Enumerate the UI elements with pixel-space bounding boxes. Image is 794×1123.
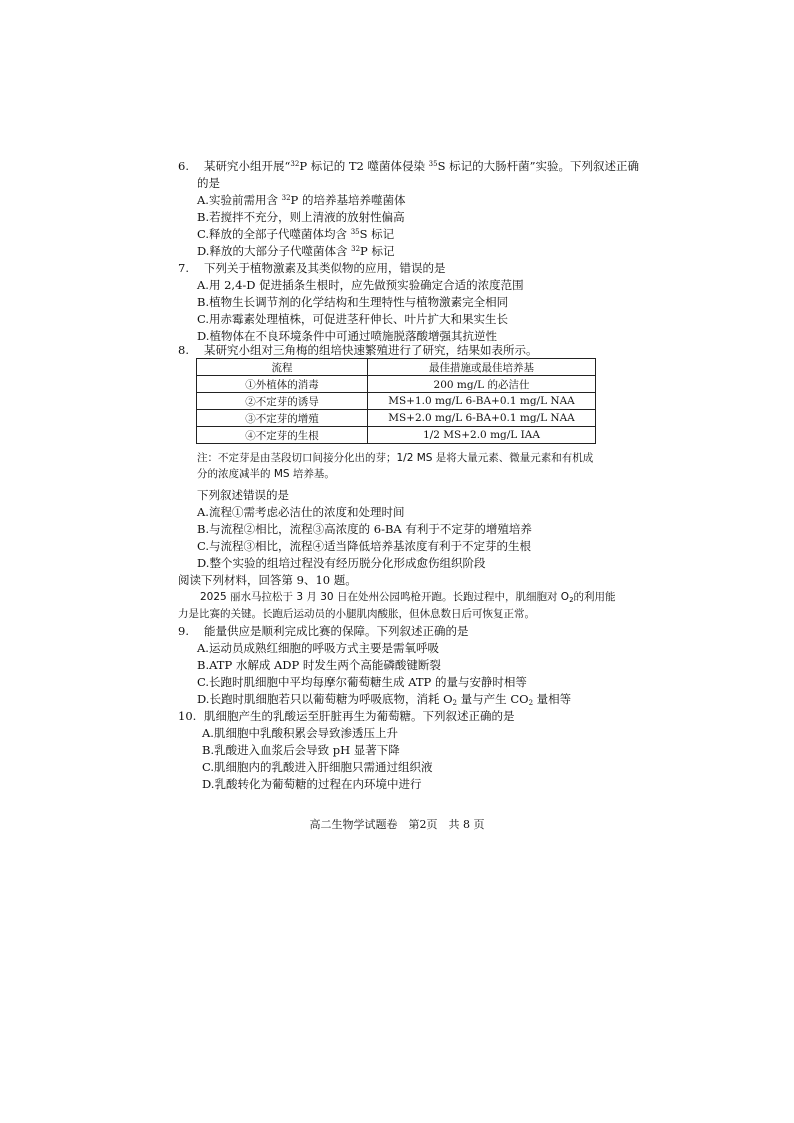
question-6-option-c: C.释放的全部子代噬菌体均含 $^{35}$S 标记	[197, 227, 395, 241]
question-8-option-d: D.整个实验的组培过程没有经历脱分化形成愈伤组织阶段	[197, 556, 486, 570]
question-8-option-a: A.流程①需考虑必洁仕的浓度和处理时间	[197, 505, 405, 519]
reading-intro: 阅读下列材料，回答第 9、10 题。	[178, 573, 357, 587]
question-6-stem-cont: 的是	[197, 176, 220, 190]
table-note-line-2: 分的浓度减半的 MS 培养基。	[197, 468, 335, 480]
table-cell: ①外植体的消毒	[197, 376, 368, 393]
table-header-cell: 流程	[197, 359, 368, 376]
question-8-sub-stem: 下列叙述错误的是	[197, 488, 289, 502]
question-7-stem: 7. 下列关于植物激素及其类似物的应用，错误的是	[178, 261, 446, 275]
question-10-stem: 10. 肌细胞产生的乳酸运至肝脏再生为葡萄糖。下列叙述正确的是	[178, 709, 515, 723]
page-footer: 高二生物学试题卷 第2页 共 8 页	[309, 818, 485, 831]
question-7-option-b: B.植物生长调节剂的化学结构和生理特性与植物激素完全相同	[197, 295, 509, 309]
table-cell: MS+2.0 mg/L 6-BA+0.1 mg/L NAA	[368, 410, 596, 427]
table-cell: 200 mg/L 的必洁仕	[368, 376, 596, 393]
protocol-table	[196, 358, 596, 444]
question-10-option-d: D.乳酸转化为葡萄糖的过程在内环境中进行	[202, 777, 422, 791]
question-8-option-c: C.与流程③相比，流程④适当降低培养基浓度有利于不定芽的生根	[197, 539, 532, 553]
question-7-option-a: A.用 2,4-D 促进插条生根时，应先做预实验确定合适的浓度范围	[197, 278, 524, 292]
question-9-stem: 9. 能量供应是顺利完成比赛的保障。下列叙述正确的是	[178, 624, 469, 638]
table-row	[197, 376, 596, 393]
question-10-option-a: A.肌细胞中乳酸积累会导致渗透压上升	[202, 726, 398, 740]
question-6-option-a: A.实验前需用含 $^{32}$P 的培养基培养噬菌体	[197, 193, 406, 207]
question-9-option-c: C.长跑时肌细胞中平均每摩尔葡萄糖生成 ATP 的量与安静时相等	[197, 675, 527, 689]
question-10-option-b: B.乳酸进入血浆后会导致 pH 显著下降	[202, 743, 400, 757]
question-6-option-d: D.释放的大部分子代噬菌体含 $^{32}$P 标记	[197, 244, 395, 258]
table-row	[197, 393, 596, 410]
question-8-stem: 8. 某研究小组对三角梅的组培快速繁殖进行了研究，结果如表所示。	[178, 343, 538, 357]
question-8-option-b: B.与流程②相比，流程③高浓度的 6-BA 有利于不定芽的增殖培养	[197, 522, 532, 536]
table-cell: MS+1.0 mg/L 6-BA+0.1 mg/L NAA	[368, 393, 596, 410]
question-6-option-b: B.若搅拌不充分，则上清液的放射性偏高	[197, 210, 405, 224]
question-7-option-c: C.用赤霉素处理植株，可促进茎秆伸长、叶片扩大和果实生长	[197, 312, 509, 326]
question-6-stem: 6. 某研究小组开展“$^{32}$P 标记的 T2 噬菌体侵染 $^{35}$S 标记的大肠杆菌”实验。下列叙述正确	[178, 159, 640, 173]
question-7-option-d: D.植物体在不良环境条件中可通过喷施脱落酸增强其抗逆性	[197, 329, 497, 343]
table-cell: ③不定芽的增殖	[197, 410, 368, 427]
table-cell: 1/2 MS+2.0 mg/L IAA	[368, 427, 596, 444]
table-row	[197, 410, 596, 427]
question-9-option-a: A.运动员成熟红细胞的呼吸方式主要是需氧呼吸	[197, 641, 439, 655]
table-cell: ④不定芽的生根	[197, 427, 368, 444]
question-10-option-c: C.肌细胞内的乳酸进入肝细胞只需通过组织液	[202, 760, 433, 774]
table-header-cell: 最佳措施或最佳培养基	[368, 359, 596, 376]
table-header-row	[197, 359, 596, 376]
reading-passage-line-1: 2025 丽水马拉松于 3 月 30 日在处州公园鸣枪开跑。长跑过程中，肌细胞对 $O_2$的利用能	[200, 591, 616, 604]
table-note-line-1: 注：不定芽是由茎段切口间接分化出的芽；1/2 MS 是将大量元素、微量元素和有机成	[197, 452, 594, 464]
question-9-option-d: D.长跑时肌细胞若只以葡萄糖为呼吸底物，消耗 $O_2$ 量与产生 $CO_2$ 量相等	[197, 692, 572, 707]
question-9-option-b: B.ATP 水解成 ADP 时发生两个高能磷酸键断裂	[197, 658, 441, 672]
table-cell: ②不定芽的诱导	[197, 393, 368, 410]
table-row	[197, 427, 596, 444]
reading-passage-line-2: 力是比赛的关键。长跑后运动员的小腿肌肉酸胀，但休息数日后可恢复正常。	[178, 608, 535, 620]
